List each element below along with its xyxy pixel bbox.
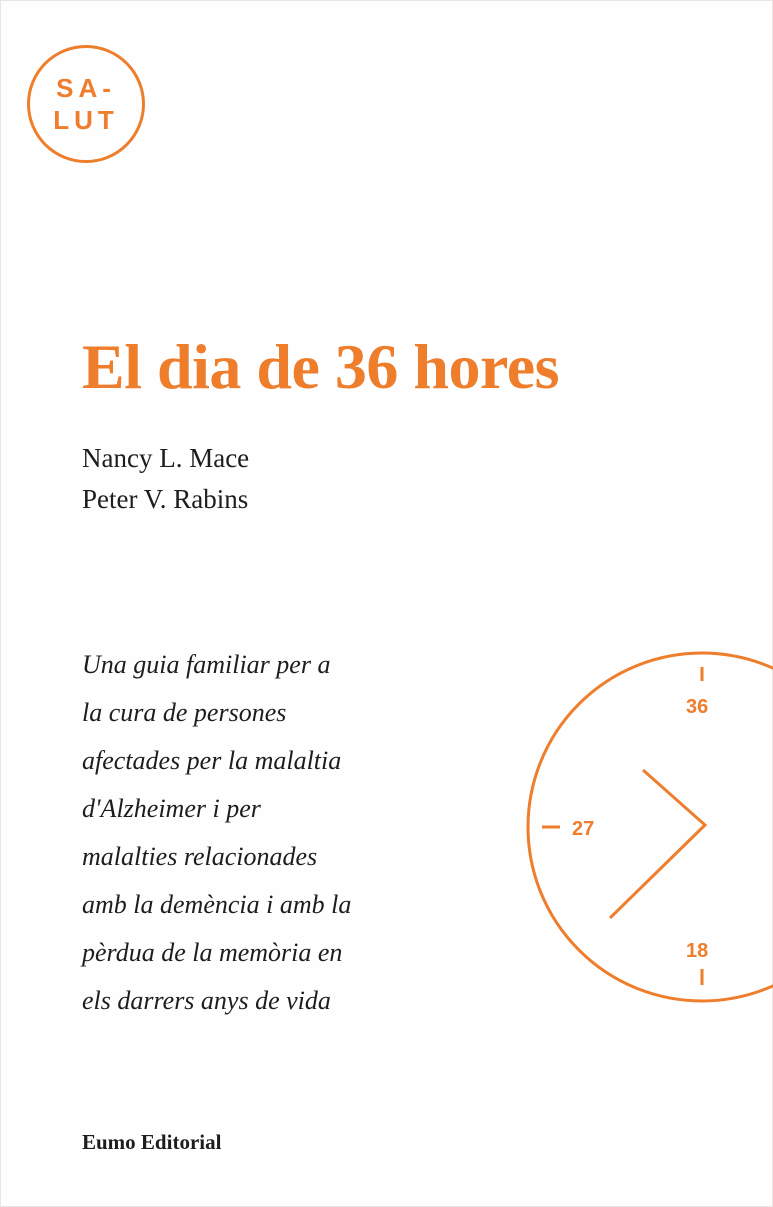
author-2: Peter V. Rabins [82, 484, 249, 514]
author-1: Nancy L. Mace [82, 443, 250, 473]
clock-label-bottom: 18 [686, 940, 709, 962]
subtitle-line: d'Alzheimer i per [82, 794, 261, 823]
subtitle-line: malalties relacionades [82, 842, 318, 871]
collection-badge [27, 45, 145, 163]
publisher-name: Eumo Editorial [82, 1130, 222, 1154]
badge-line-2: LUT [53, 105, 119, 135]
clock-face [528, 653, 773, 1001]
badge-line-1: SA- [56, 73, 116, 103]
clock-icon [520, 645, 773, 1007]
subtitle-line: amb la demència i amb la [82, 890, 352, 919]
subtitle-line: pèrdua de la memòria en [82, 938, 343, 967]
subtitle-line: Una guia familiar per a [82, 650, 331, 679]
subtitle-line: la cura de persones [82, 698, 287, 727]
book-title: El dia de 36 hores [82, 331, 559, 402]
clock-label-top: 36 [686, 696, 709, 718]
subtitle-line: els darrers anys de vida [82, 986, 331, 1015]
clock-hands [610, 770, 705, 918]
book-subtitle [82, 650, 351, 1034]
clock-label-left: 27 [572, 818, 595, 840]
subtitle-line: afectades per la malaltia [82, 746, 342, 775]
